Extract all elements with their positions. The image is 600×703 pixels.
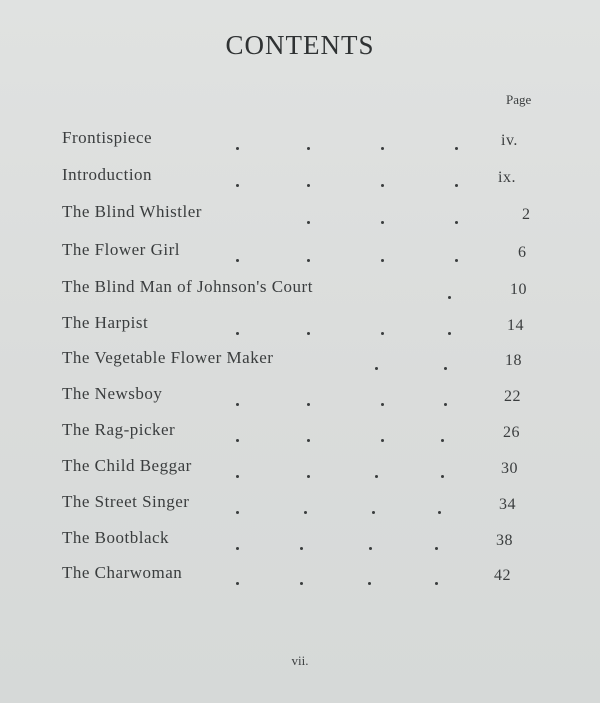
toc-entry-title: The Blind Whistler — [62, 202, 202, 221]
toc-entry — [0, 456, 600, 486]
toc-entry — [0, 348, 600, 378]
leader-dot — [381, 439, 384, 442]
toc-entry-page-number: 6 — [518, 244, 527, 261]
toc-entry-title: The Street Singer — [62, 492, 190, 511]
leader-dot — [381, 221, 384, 224]
leader-dot — [236, 184, 239, 187]
leader-dot — [438, 511, 441, 514]
toc-entry — [0, 202, 600, 232]
leader-dot — [381, 184, 384, 187]
leader-dot — [307, 475, 310, 478]
leader-dot — [307, 439, 310, 442]
toc-entry-page-number: 26 — [503, 424, 520, 441]
toc-entry-page-number: 18 — [505, 352, 522, 369]
leader-dot — [375, 475, 378, 478]
leader-dot — [307, 184, 310, 187]
toc-entry-page-number: 2 — [522, 206, 531, 223]
leader-dot — [455, 184, 458, 187]
leader-dot — [236, 475, 239, 478]
toc-entry-page-number: iv. — [501, 132, 518, 149]
leader-dot — [304, 511, 307, 514]
toc-entry — [0, 420, 600, 450]
leader-dot — [381, 147, 384, 150]
page-title: CONTENTS — [225, 30, 375, 60]
toc-entry-title: The Harpist — [62, 313, 149, 332]
leader-dot — [372, 511, 375, 514]
toc-entry-page-number: 30 — [501, 460, 518, 477]
toc-entry — [0, 563, 600, 593]
leader-dot — [381, 332, 384, 335]
toc-entry-page-number: 10 — [510, 281, 527, 298]
leader-dot — [444, 403, 447, 406]
toc-entry-title: The Vegetable Flower Maker — [62, 348, 274, 367]
toc-entry-page-number: ix. — [498, 169, 516, 186]
toc-entry — [0, 240, 600, 270]
leader-dot — [381, 403, 384, 406]
leader-dot — [236, 403, 239, 406]
page-folio: vii. — [291, 653, 309, 668]
leader-dot — [435, 582, 438, 585]
toc-entry — [0, 128, 600, 158]
toc-entry-page-number: 34 — [499, 496, 516, 513]
leader-dot — [236, 582, 239, 585]
toc-entry — [0, 277, 600, 307]
leader-dot — [455, 147, 458, 150]
toc-entry-title: The Newsboy — [62, 384, 163, 403]
leader-dot — [441, 475, 444, 478]
leader-dot — [369, 547, 372, 550]
leader-dot — [435, 547, 438, 550]
leader-dot — [448, 332, 451, 335]
toc-entry-title: The Blind Man of Johnson's Court — [62, 277, 313, 296]
leader-dot — [444, 367, 447, 370]
toc-entry — [0, 165, 600, 195]
toc-entry-title: The Flower Girl — [62, 240, 180, 259]
toc-entry-page-number: 38 — [496, 532, 513, 549]
leader-dot — [236, 511, 239, 514]
leader-dot — [300, 547, 303, 550]
leader-dot — [236, 147, 239, 150]
toc-entry-title: The Bootblack — [62, 528, 170, 547]
toc-entry-title: The Charwoman — [62, 563, 183, 582]
toc-entry — [0, 528, 600, 558]
dot-leader — [0, 240, 600, 270]
page-column-label: Page — [506, 92, 532, 107]
leader-dot — [307, 147, 310, 150]
leader-dot — [307, 403, 310, 406]
toc-entry-page-number: 22 — [504, 388, 521, 405]
leader-dot — [307, 259, 310, 262]
toc-entry-page-number: 14 — [507, 317, 524, 334]
toc-entry — [0, 384, 600, 414]
leader-dot — [441, 439, 444, 442]
toc-entry-title: The Child Beggar — [62, 456, 192, 475]
leader-dot — [236, 259, 239, 262]
dot-leader — [0, 202, 600, 232]
leader-dot — [236, 332, 239, 335]
toc-entry-title: Frontispiece — [62, 128, 153, 147]
leader-dot — [381, 259, 384, 262]
toc-entry — [0, 313, 600, 343]
leader-dot — [300, 582, 303, 585]
leader-dot — [368, 582, 371, 585]
leader-dot — [455, 221, 458, 224]
leader-dot — [448, 296, 451, 299]
leader-dot — [455, 259, 458, 262]
leader-dot — [236, 439, 239, 442]
toc-entry-title: Introduction — [62, 165, 153, 184]
leader-dot — [307, 221, 310, 224]
leader-dot — [375, 367, 378, 370]
leader-dot — [307, 332, 310, 335]
leader-dot — [236, 547, 239, 550]
toc-entry-page-number: 42 — [494, 567, 511, 584]
toc-entry — [0, 492, 600, 522]
toc-entry-title: The Rag-picker — [62, 420, 176, 439]
